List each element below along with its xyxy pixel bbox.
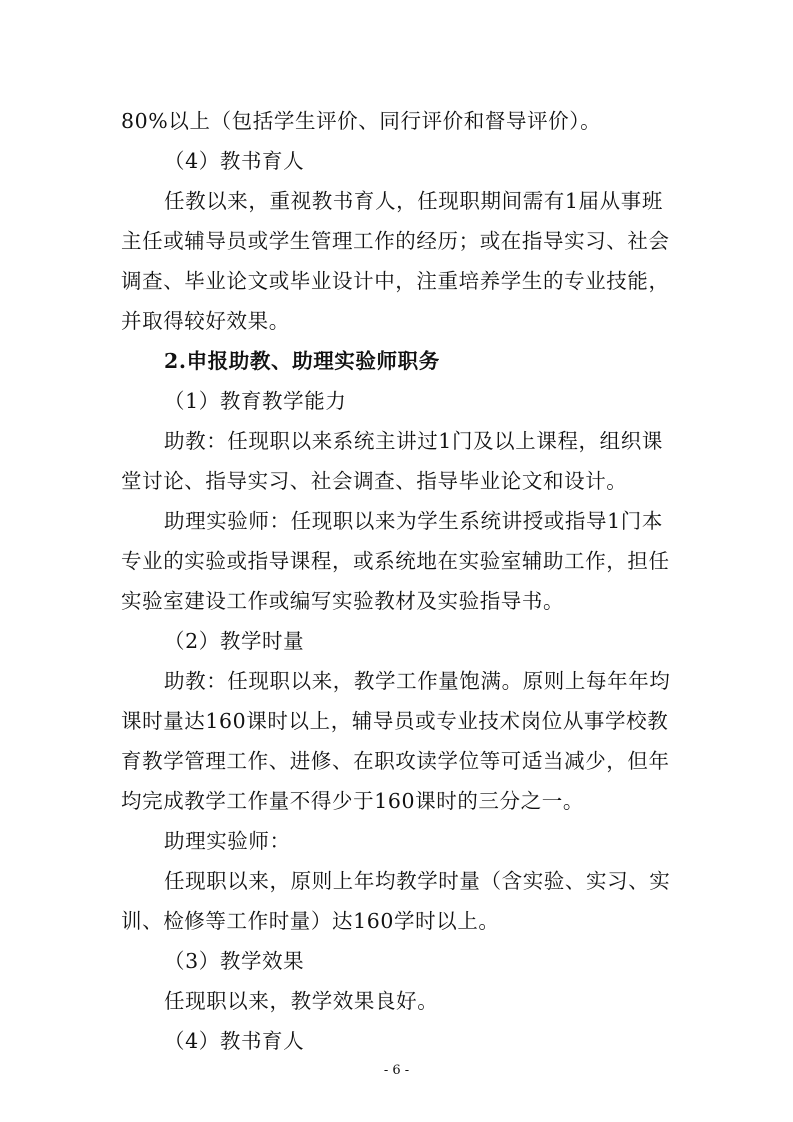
- subsection-heading: （4）教书育人: [164, 1029, 305, 1053]
- text-line: 均完成教学工作量不得少于160课时的三分之一。: [121, 789, 584, 813]
- text-line: 实验室建设工作或编写实验教材及实验指导书。: [121, 589, 565, 613]
- page-number: - 6 -: [383, 1063, 410, 1078]
- subsection-heading: （1）教育教学能力: [164, 389, 347, 413]
- text-line: 任现职以来，教学效果良好。: [164, 989, 439, 1013]
- text-line: 堂讨论、指导实习、社会调查、指导毕业论文和设计。: [121, 469, 628, 493]
- text-line: 调查、毕业论文或毕业设计中，注重培养学生的专业技能，: [121, 269, 670, 293]
- text-line: 训、检修等工作时量）达160学时以上。: [121, 909, 500, 933]
- text-line: 主任或辅导员或学生管理工作的经历；或在指导实习、社会: [121, 229, 670, 253]
- text-line: 任教以来，重视教书育人，任现职期间需有1届从事班: [164, 189, 663, 213]
- text-line: 助教：任现职以来系统主讲过1门及以上课程，组织课: [164, 429, 663, 453]
- text-line: 任现职以来，原则上年均教学时量（含实验、实习、实: [164, 869, 671, 893]
- text-line: 助教：任现职以来，教学工作量饱满。原则上每年年均: [164, 669, 671, 693]
- text-line: 并取得较好效果。: [121, 309, 290, 333]
- subsection-heading: （3）教学效果: [164, 949, 305, 973]
- text-line: 80%以上（包括学生评价、同行评价和督导评价）。: [121, 109, 602, 133]
- subsection-heading: （2）教学时量: [164, 629, 305, 653]
- text-line: 助理实验师：任现职以来为学生系统讲授或指导1门本: [164, 509, 663, 533]
- text-line: 育教学管理工作、进修、在职攻读学位等可适当减少，但年: [121, 749, 670, 773]
- subsection-heading: （4）教书育人: [164, 149, 305, 173]
- text-line: 课时量达160课时以上，辅导员或专业技术岗位从事学校教: [121, 709, 669, 733]
- text-line: 专业的实验或指导课程，或系统地在实验室辅助工作，担任: [121, 549, 670, 573]
- section-heading: 2.申报助教、助理实验师职务: [164, 349, 440, 373]
- text-line: 助理实验师：: [164, 829, 291, 853]
